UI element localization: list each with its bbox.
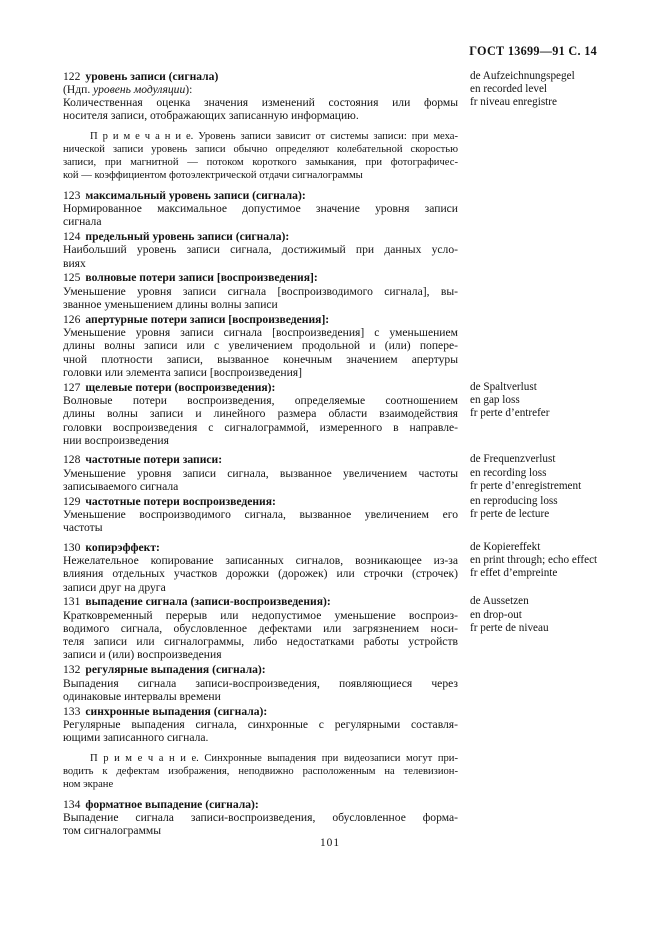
definition-line: Уменьшение воспроизводимого сигнала, вызванное увеличением его: [63, 508, 458, 522]
term-number: 125: [63, 271, 81, 285]
page-header: ГОСТ 13699—91 С. 14: [469, 44, 597, 58]
translations-column: [470, 453, 602, 493]
translation-fr: fr perte d’entrefer: [470, 407, 550, 420]
term-title: волновые потери записи [воспроизведения]:: [85, 271, 318, 285]
language-code: en: [470, 608, 481, 621]
definition-line: Нормированное максимальное допустимое значение уровня записи: [63, 201, 458, 215]
language-code: de: [470, 380, 481, 393]
term-definition-column: [63, 189, 458, 229]
definition-line: одинаковые интервалы времени: [63, 689, 221, 703]
term-entry: [63, 230, 597, 270]
note-line: кой — коэффициентом фотоэлектрической отдачи сигналограммы: [63, 169, 363, 181]
definition-line: теля записи или сигналограммы, либо недостатками работы устройств: [63, 635, 458, 649]
translation-de: de Spaltverlust: [470, 380, 537, 393]
definition-line: Выпадение сигнала записи-воспроизведения, обусловленное форма-: [63, 810, 458, 824]
language-code: en: [470, 394, 481, 407]
translation-en: en recording loss: [470, 466, 547, 479]
translation-fr: fr perte d’enregistrement: [470, 479, 582, 492]
term-title: щелевые потери (воспроизведения):: [85, 380, 276, 394]
term-number: 127: [63, 380, 81, 394]
term-definition-column: [63, 313, 458, 379]
note-line: ном экране: [63, 778, 114, 790]
term-number: 132: [63, 663, 81, 677]
note-line: П р и м е ч а н и е. Синхронные выпадения при видеозаписи могут при-: [90, 752, 458, 764]
inadmissible-synonym: (Ндп. уровень модуляции):: [63, 82, 193, 96]
term-definition-column: [63, 70, 458, 188]
translation-de: de Frequenzverlust: [470, 453, 556, 466]
term-heading: [63, 595, 458, 608]
translation-en: en recorded level: [470, 82, 548, 95]
translation-fr: fr niveau enregistre: [470, 96, 557, 109]
definition-line: головки или элемента записи [воспроизведения]: [63, 366, 302, 380]
term-definition-column: [63, 495, 458, 535]
term-title: уровень записи (сигнала): [85, 69, 219, 83]
term-number: 126: [63, 312, 81, 326]
term-number: 124: [63, 230, 81, 244]
translations-column: [470, 495, 602, 522]
language-code: fr: [470, 96, 478, 109]
translation-fr: fr effet d’empreinte: [470, 567, 558, 580]
definition-line: чной плотности записи, вызванное конечным значением апертуры: [63, 352, 458, 366]
note-line: нической записи уровень записи обычно определяют колебательной скоростью: [63, 143, 458, 155]
term-definition-column: [63, 663, 458, 703]
language-code: de: [470, 453, 481, 466]
term-number: 133: [63, 704, 81, 718]
term-entry: [63, 70, 597, 188]
term-number: 128: [63, 453, 81, 467]
term-entry: [63, 541, 597, 594]
term-entry: [63, 705, 597, 796]
term-heading: [63, 453, 458, 466]
term-heading: [63, 70, 458, 83]
definition-line: нии воспроизведения: [63, 434, 169, 448]
language-code: de: [470, 595, 481, 608]
language-code: en: [470, 82, 481, 95]
language-code: fr: [470, 479, 478, 492]
terms-list: [63, 68, 597, 837]
term-heading: [63, 705, 458, 718]
definition-line: том сигналограммы: [63, 824, 162, 838]
term-number: 131: [63, 595, 81, 609]
definition-line: длины волны записи или с увеличением продольной и (или) попере-: [63, 339, 458, 353]
definition-line: головки воспроизведения с сигналограммой, измеренного в направле-: [63, 420, 458, 434]
translation-en: en gap loss: [470, 394, 520, 407]
term-number: 130: [63, 540, 81, 554]
term-heading: [63, 495, 458, 508]
definition-line: Количественная оценка значения изменений состояния или формы: [63, 96, 458, 110]
definition-line: записи и (или) воспроизведения: [63, 648, 222, 662]
definition-line: Наибольший уровень записи сигнала, достижимый при данных усло-: [63, 243, 458, 257]
term-title: синхронные выпадения (сигнала):: [85, 704, 268, 718]
definition-line: Уменьшение уровня записи сигнала, вызванное увеличением частоты: [63, 466, 458, 480]
term-heading: [63, 189, 458, 202]
term-entry: [63, 663, 597, 703]
language-code: fr: [470, 621, 478, 634]
term-definition-column: [63, 271, 458, 311]
definition-line: Нежелательное копирование записанных сигналов, возникающее из-за: [63, 553, 458, 567]
term-entry: [63, 189, 597, 229]
term-entry: [63, 595, 597, 661]
language-code: fr: [470, 508, 478, 521]
note-line: водить к дефектам изображения, неподвижно расположенным на телевизион-: [63, 765, 458, 777]
definition-line: Выпадения сигнала записи-воспроизведения, появляющиеся через: [63, 676, 458, 690]
term-title: апертурные потери записи [воспроизведения]:: [85, 312, 330, 326]
term-heading: [63, 663, 458, 676]
term-title: максимальный уровень записи (сигнала):: [85, 188, 306, 202]
note-block: [63, 752, 458, 791]
term-title: выпадение сигнала (записи-воспроизведения):: [85, 595, 331, 609]
translation-fr: fr perte de lecture: [470, 508, 550, 521]
term-heading: [63, 381, 458, 394]
term-title: частотные потери записи:: [85, 453, 223, 467]
language-code: en: [470, 553, 481, 566]
term-title: форматное выпадение (сигнала):: [85, 797, 259, 811]
note-line: записи, при магнитной — потоком короткого замыкания, при фотографичес-: [63, 156, 458, 168]
translation-de: de Kopiereffekt: [470, 540, 541, 553]
term-number: 123: [63, 188, 81, 202]
inadmissible-term: уровень модуляции: [93, 82, 186, 96]
term-title: частотные потери воспроизведения:: [85, 494, 276, 508]
definition-line: Регулярные выпадения сигнала, синхронные с регулярными составля-: [63, 717, 458, 731]
term-heading: [63, 798, 458, 811]
definition-line: ющими записанного сигнала.: [63, 731, 209, 745]
translations-column: [470, 541, 602, 581]
language-code: de: [470, 540, 481, 553]
definition-line: записи друг на друга: [63, 580, 166, 594]
note-block: [63, 130, 458, 182]
term-heading: [63, 541, 458, 554]
definition-line: Волновые потери воспроизведения, определяемые соотношением: [63, 394, 458, 408]
definition-line: влияния отдельных участков дорожки (дорожек) или строчки (строчек): [63, 567, 458, 581]
term-entry: [63, 798, 597, 838]
definition-line: виях: [63, 256, 86, 270]
term-title: копирэффект:: [85, 540, 160, 554]
translations-column: [470, 70, 602, 110]
term-entry: [63, 453, 597, 493]
translation-en: en reproducing loss: [470, 494, 558, 507]
term-number: 122: [63, 69, 81, 83]
term-title: регулярные выпадения (сигнала):: [85, 663, 266, 677]
language-code: de: [470, 69, 481, 82]
page-number: 101: [319, 837, 341, 849]
translations-column: [470, 595, 602, 635]
term-definition-column: [63, 453, 458, 493]
definition-line: Кратковременный перерыв или недопустимое уменьшение воспроиз-: [63, 608, 458, 622]
translation-en: en drop-out: [470, 608, 522, 621]
definition-line: носителя записи, отображающих записанную информацию.: [63, 109, 359, 123]
term-definition-column: [63, 798, 458, 838]
language-code: fr: [470, 407, 478, 420]
language-code: en: [470, 466, 481, 479]
term-number: 134: [63, 797, 81, 811]
term-definition-column: [63, 230, 458, 270]
term-heading: [63, 313, 458, 326]
term-title: предельный уровень записи (сигнала):: [85, 230, 290, 244]
term-entry: [63, 495, 597, 535]
translation-en: en print through; echo effect: [470, 553, 598, 566]
definition-line: записываемого сигнала: [63, 479, 179, 493]
language-code: en: [470, 494, 481, 507]
term-definition-column: [63, 705, 458, 796]
definition-line: длины волны записи и линейного размера области взаимодействия: [63, 407, 458, 421]
translation-fr: fr perte de niveau: [470, 621, 549, 634]
term-definition-column: [63, 381, 458, 447]
term-heading: [63, 230, 458, 243]
term-entry: [63, 381, 597, 447]
definition-line: Уменьшение уровня записи сигнала [воспроизведения] с уменьшением: [63, 326, 458, 340]
definition-line: водимого сигнала, обусловленное дефектами или загрязнением носи-: [63, 621, 458, 635]
definition-line: званное уменьшением длины волны записи: [63, 298, 278, 312]
definition-line: сигнала: [63, 215, 102, 229]
translations-column: [470, 381, 602, 421]
language-code: fr: [470, 567, 478, 580]
term-heading: [63, 271, 458, 284]
definition-line: частоты: [63, 521, 103, 535]
term-entry: [63, 271, 597, 311]
note-line: П р и м е ч а н и е. Уровень записи зависит от системы записи: при меха-: [90, 130, 458, 142]
term-definition-column: [63, 541, 458, 594]
term-definition-column: [63, 595, 458, 661]
translation-de: de Aussetzen: [470, 595, 529, 608]
term-entry: [63, 313, 597, 379]
term-number: 129: [63, 494, 81, 508]
definition-line: Уменьшение уровня записи сигнала [воспроизводимого сигнала], вы-: [63, 284, 458, 298]
translation-de: de Aufzeichnungspegel: [470, 69, 575, 82]
